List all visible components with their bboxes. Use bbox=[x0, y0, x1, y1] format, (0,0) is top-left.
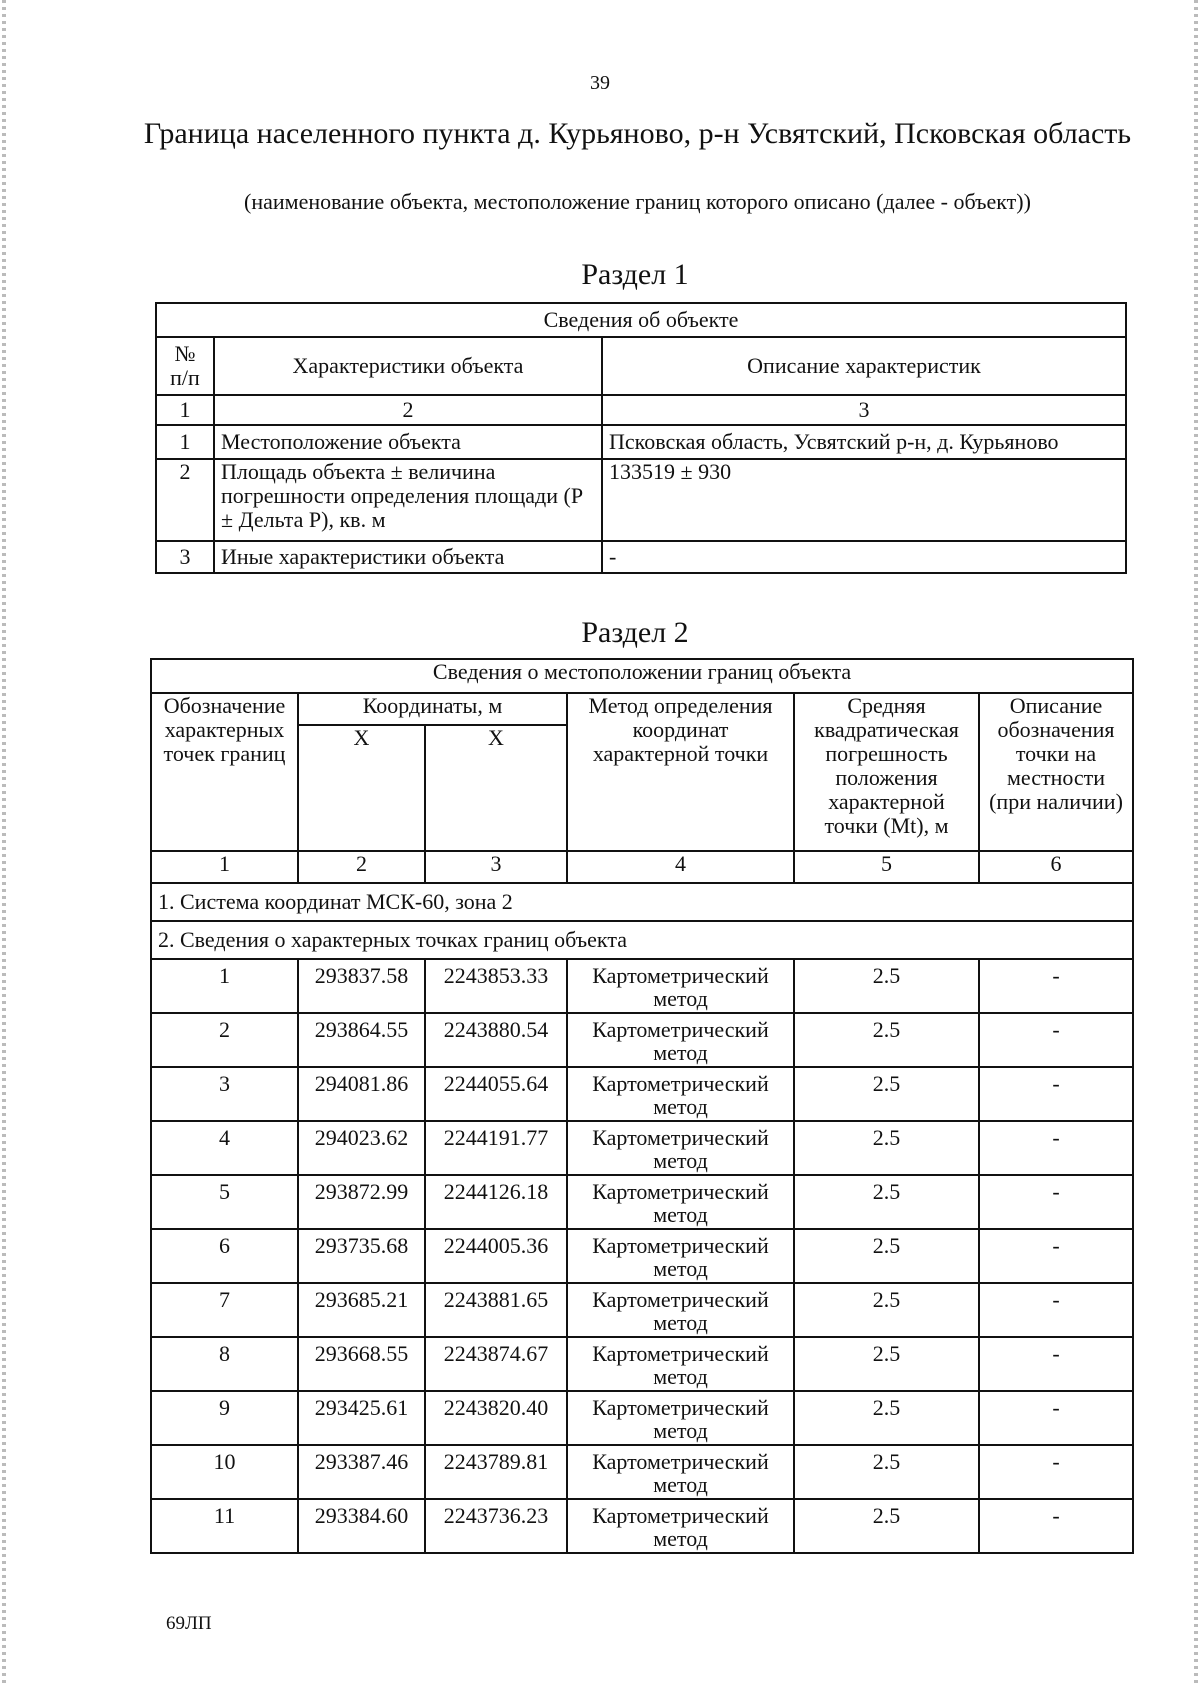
row-value: 133519 ± 930 bbox=[602, 459, 1126, 541]
point-accuracy: 2.5 bbox=[794, 1067, 979, 1121]
row-value: - bbox=[602, 541, 1126, 573]
page-number: 39 bbox=[590, 72, 610, 94]
table-row bbox=[151, 1121, 1133, 1175]
point-x: 293384.60 bbox=[298, 1499, 425, 1553]
point-description: - bbox=[979, 1067, 1133, 1121]
point-x: 294081.86 bbox=[298, 1067, 425, 1121]
points-caption: 2. Сведения о характерных точках границ объекта bbox=[151, 921, 1133, 959]
header-point-description: Описание обозначения точки на местности (при наличии) bbox=[979, 693, 1133, 851]
row-name: Местоположение объекта bbox=[214, 425, 602, 459]
col-number: 2 bbox=[298, 851, 425, 883]
header-number: № п/п bbox=[156, 337, 214, 395]
point-description: - bbox=[979, 1013, 1133, 1067]
document-title: Граница населенного пункта д. Курьяново, р-н Усвятский, Псковская область bbox=[143, 117, 1132, 150]
point-x: 293872.99 bbox=[298, 1175, 425, 1229]
point-accuracy: 2.5 bbox=[794, 1229, 979, 1283]
point-description: - bbox=[979, 1175, 1133, 1229]
point-number: 10 bbox=[151, 1445, 298, 1499]
point-accuracy: 2.5 bbox=[794, 1391, 979, 1445]
point-method: Картометрический метод bbox=[567, 1445, 794, 1499]
document-subtitle: (наименование объекта, местоположение границ которого описано (далее - объект)) bbox=[244, 189, 1031, 214]
point-method: Картометрический метод bbox=[567, 1013, 794, 1067]
header-accuracy: Средняя квадратическая погрешность положения характерной точки (Mt), м bbox=[794, 693, 979, 851]
col-number: 5 bbox=[794, 851, 979, 883]
point-description: - bbox=[979, 959, 1133, 1013]
header-coordinates: Координаты, м bbox=[298, 693, 567, 725]
table-row bbox=[151, 959, 1133, 1013]
point-accuracy: 2.5 bbox=[794, 1445, 979, 1499]
header-description: Описание характеристик bbox=[602, 337, 1126, 395]
header-x: X bbox=[298, 725, 425, 851]
table-row bbox=[151, 1337, 1133, 1391]
point-description: - bbox=[979, 1499, 1133, 1553]
table-row bbox=[151, 1175, 1133, 1229]
point-y: 2243736.23 bbox=[425, 1499, 567, 1553]
table-row bbox=[156, 459, 1126, 541]
point-method: Картометрический метод bbox=[567, 959, 794, 1013]
point-x: 293425.61 bbox=[298, 1391, 425, 1445]
point-method: Картометрический метод bbox=[567, 1499, 794, 1553]
point-y: 2243820.40 bbox=[425, 1391, 567, 1445]
col-number: 3 bbox=[602, 395, 1126, 425]
point-y: 2244055.64 bbox=[425, 1067, 567, 1121]
point-x: 293735.68 bbox=[298, 1229, 425, 1283]
point-y: 2243881.65 bbox=[425, 1283, 567, 1337]
col-number: 2 bbox=[214, 395, 602, 425]
section1-caption: Сведения об объекте bbox=[156, 303, 1126, 337]
section2-table bbox=[150, 658, 1134, 1554]
point-description: - bbox=[979, 1229, 1133, 1283]
point-number: 1 bbox=[151, 959, 298, 1013]
point-number: 8 bbox=[151, 1337, 298, 1391]
point-number: 2 bbox=[151, 1013, 298, 1067]
coordinate-system: 1. Система координат МСК-60, зона 2 bbox=[151, 883, 1133, 921]
col-number: 1 bbox=[156, 395, 214, 425]
header-characteristics: Характеристики объекта bbox=[214, 337, 602, 395]
col-number: 6 bbox=[979, 851, 1133, 883]
header-y: X bbox=[425, 725, 567, 851]
point-number: 3 bbox=[151, 1067, 298, 1121]
point-number: 11 bbox=[151, 1499, 298, 1553]
row-name: Площадь объекта ± величина погрешности определения площади (P ± Дельта P), кв. м bbox=[214, 459, 602, 541]
point-number: 4 bbox=[151, 1121, 298, 1175]
point-method: Картометрический метод bbox=[567, 1337, 794, 1391]
point-y: 2244191.77 bbox=[425, 1121, 567, 1175]
point-y: 2243880.54 bbox=[425, 1013, 567, 1067]
table-row bbox=[151, 1283, 1133, 1337]
footer-code: 69ЛП bbox=[166, 1613, 212, 1634]
point-x: 293837.58 bbox=[298, 959, 425, 1013]
section1-table bbox=[155, 302, 1127, 574]
point-description: - bbox=[979, 1337, 1133, 1391]
point-method: Картометрический метод bbox=[567, 1391, 794, 1445]
point-y: 2244005.36 bbox=[425, 1229, 567, 1283]
point-description: - bbox=[979, 1121, 1133, 1175]
point-accuracy: 2.5 bbox=[794, 1121, 979, 1175]
table-row bbox=[151, 1391, 1133, 1445]
point-method: Картометрический метод bbox=[567, 1067, 794, 1121]
section1-heading: Раздел 1 bbox=[581, 258, 689, 291]
point-method: Картометрический метод bbox=[567, 1283, 794, 1337]
point-accuracy: 2.5 bbox=[794, 1283, 979, 1337]
point-accuracy: 2.5 bbox=[794, 1013, 979, 1067]
table-row bbox=[156, 425, 1126, 459]
section2-heading: Раздел 2 bbox=[581, 616, 689, 649]
point-y: 2243789.81 bbox=[425, 1445, 567, 1499]
point-number: 6 bbox=[151, 1229, 298, 1283]
scan-edge-left bbox=[2, 0, 6, 1686]
point-method: Картометрический метод bbox=[567, 1229, 794, 1283]
point-y: 2244126.18 bbox=[425, 1175, 567, 1229]
points-list bbox=[151, 959, 1133, 1553]
point-x: 293685.21 bbox=[298, 1283, 425, 1337]
point-y: 2243874.67 bbox=[425, 1337, 567, 1391]
point-description: - bbox=[979, 1445, 1133, 1499]
point-description: - bbox=[979, 1283, 1133, 1337]
point-accuracy: 2.5 bbox=[794, 1337, 979, 1391]
table-row bbox=[151, 1445, 1133, 1499]
point-accuracy: 2.5 bbox=[794, 959, 979, 1013]
row-name: Иные характеристики объекта bbox=[214, 541, 602, 573]
point-x: 293864.55 bbox=[298, 1013, 425, 1067]
point-method: Картометрический метод bbox=[567, 1121, 794, 1175]
point-accuracy: 2.5 bbox=[794, 1175, 979, 1229]
col-number: 3 bbox=[425, 851, 567, 883]
row-number: 1 bbox=[156, 425, 214, 459]
header-method: Метод определения координат характерной точки bbox=[567, 693, 794, 851]
scan-edge-right bbox=[1194, 0, 1198, 1686]
table-row bbox=[151, 1067, 1133, 1121]
section2-caption: Сведения о местоположении границ объекта bbox=[151, 659, 1133, 693]
header-designation: Обозначение характерных точек границ bbox=[151, 693, 298, 851]
point-method: Картометрический метод bbox=[567, 1175, 794, 1229]
row-number: 3 bbox=[156, 541, 214, 573]
point-x: 294023.62 bbox=[298, 1121, 425, 1175]
point-y: 2243853.33 bbox=[425, 959, 567, 1013]
col-number: 1 bbox=[151, 851, 298, 883]
point-description: - bbox=[979, 1391, 1133, 1445]
row-number: 2 bbox=[156, 459, 214, 541]
point-number: 9 bbox=[151, 1391, 298, 1445]
row-value: Псковская область, Усвятский р-н, д. Курьяново bbox=[602, 425, 1126, 459]
point-accuracy: 2.5 bbox=[794, 1499, 979, 1553]
col-number: 4 bbox=[567, 851, 794, 883]
table-row bbox=[151, 1499, 1133, 1553]
table-row bbox=[151, 1229, 1133, 1283]
point-x: 293387.46 bbox=[298, 1445, 425, 1499]
table-row bbox=[151, 1013, 1133, 1067]
point-number: 7 bbox=[151, 1283, 298, 1337]
table-row bbox=[156, 541, 1126, 573]
point-x: 293668.55 bbox=[298, 1337, 425, 1391]
point-number: 5 bbox=[151, 1175, 298, 1229]
